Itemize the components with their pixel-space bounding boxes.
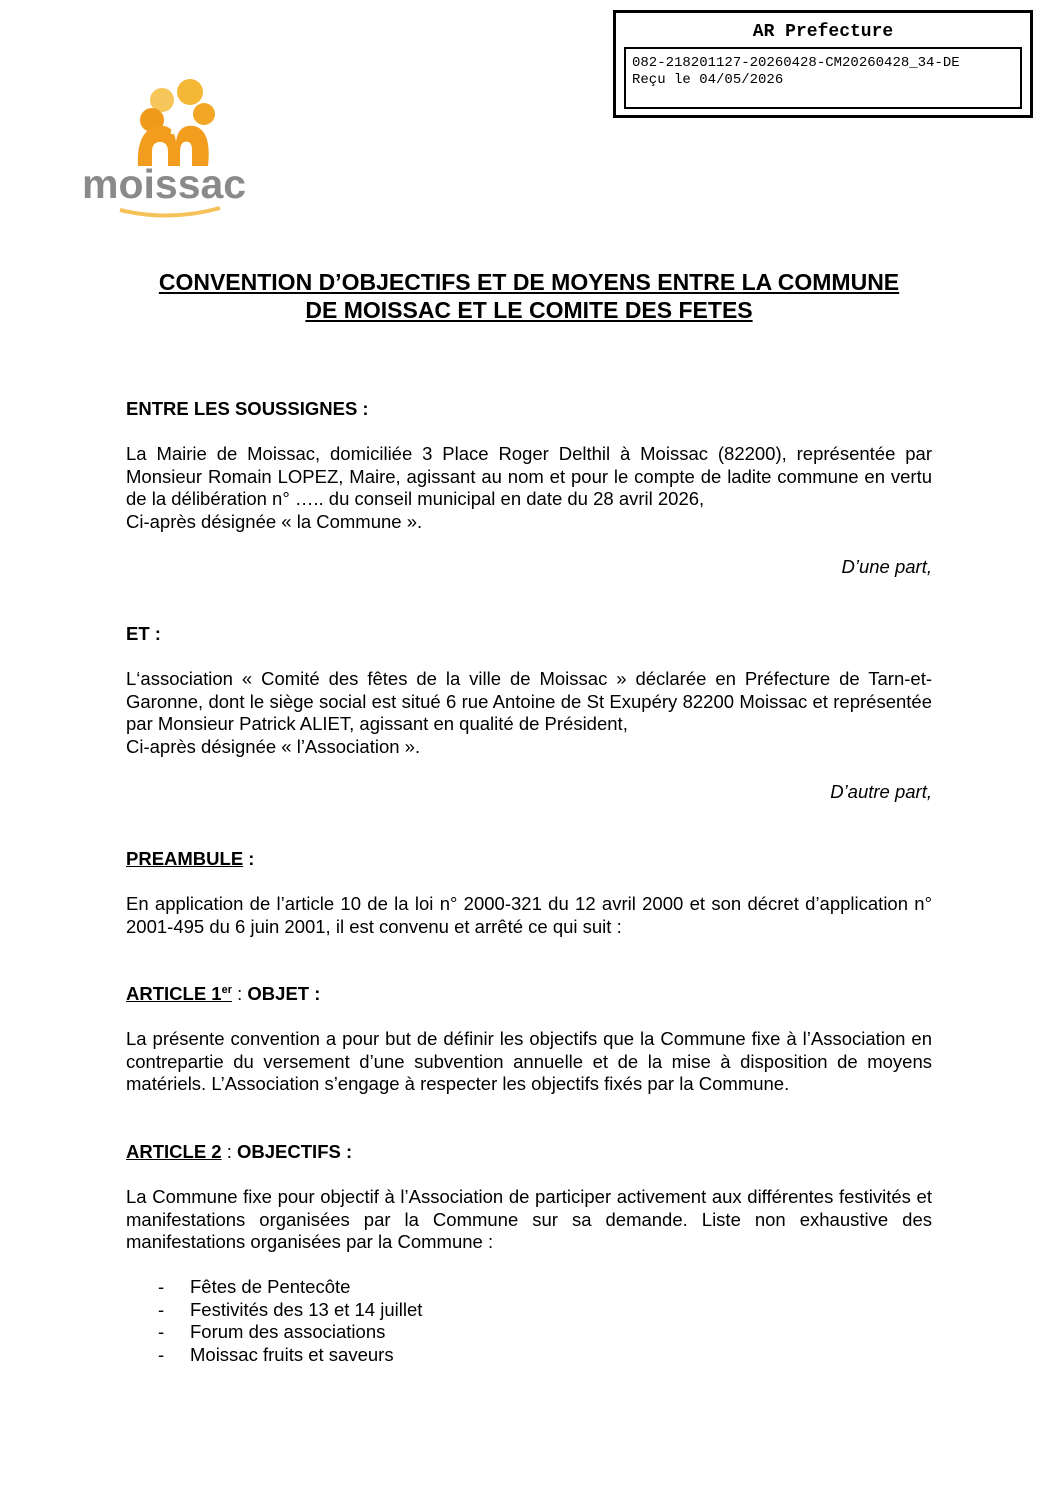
article-1-separator: : [232, 983, 248, 1004]
article-1-label: ARTICLE 1er [126, 983, 232, 1004]
article-2-label: ARTICLE 2 [126, 1141, 222, 1162]
ar-prefecture-stamp [613, 10, 1033, 118]
article-2-subject: OBJECTIFS : [237, 1141, 353, 1162]
stamp-received-date: Reçu le 04/05/2026 [632, 72, 784, 88]
document-title [100, 268, 958, 324]
et-heading: ET : [126, 623, 161, 644]
article-2-text: La Commune fixe pour objectif à l’Association de participer activement aux différentes festivités et manifestations organisées par la Commune sur sa demande. Liste non exhaustive des manifestations organisées par la Commune : [126, 1186, 932, 1252]
title-line-2: DE MOISSAC ET LE COMITE DES FETES [305, 297, 753, 323]
entre-designation: Ci-après désignée « la Commune ». [126, 511, 423, 532]
entre-paragraph: La Mairie de Moissac, domiciliée 3 Place Roger Delthil à Moissac (82200), représentée par Monsieur Romain LOPEZ, Maire, agissant au nom et pour le compte de ladite commune en vertu de la délibération n° ….. du conseil municipal en date du 28 avril 2026, [126, 443, 932, 509]
list-item: - Moissac fruits et saveurs [158, 1343, 394, 1365]
manifestations-list [126, 1276, 726, 1366]
article-2-heading [126, 1141, 932, 1164]
et-designation: Ci-après désignée « l’Association ». [126, 736, 421, 757]
entre-heading: ENTRE LES SOUSSIGNES : [126, 398, 369, 419]
article-2-separator: : [221, 1141, 238, 1162]
logo-text: moissac [82, 161, 247, 207]
article-1-text: La présente convention a pour but de définir les objectifs que la Commune fixe à l’Association en contrepartie du versement d’une subvention annuelle et de la mise à disposition de moyens matériels. L’Association s’engage à respecter les objectifs fixés par la Commune. [126, 1028, 932, 1094]
list-item: - Festivités des 13 et 14 juillet [158, 1298, 423, 1320]
entre-part: D’une part, [841, 556, 932, 577]
preambule-text: En application de l’article 10 de la loi n° 2000-321 du 12 avril 2000 et son décret d’application n° 2001-495 du 6 juin 2001, il est convenu et arrêté ce qui suit : [126, 893, 932, 937]
article-1-heading [126, 983, 932, 1006]
preambule-heading [126, 848, 932, 871]
article-1-subject: OBJET : [247, 983, 321, 1004]
stamp-reference-box [624, 47, 1022, 109]
stamp-reference: 082-218201127-20260428-CM20260428_34-DE [632, 55, 960, 71]
moissac-logo [80, 76, 258, 218]
title-line-1: CONVENTION D’OBJECTIFS ET DE MOYENS ENTRE LA COMMUNE [158, 269, 900, 295]
list-item: - Fêtes de Pentecôte [158, 1276, 351, 1297]
list-item: - Forum des associations [158, 1321, 386, 1342]
preambule-label: PREAMBULE [126, 848, 244, 869]
et-part: D’autre part, [830, 781, 932, 802]
stamp-title: AR Prefecture [752, 22, 894, 42]
et-paragraph: L‘association « Comité des fêtes de la ville de Moissac » déclarée en Préfecture de Tarn-et-Garonne, dont le siège social est situé 6 rue Antoine de St Exupéry 82200 Moissac et représentée par Monsieur Patrick ALIET, agissant en qualité de Président, [126, 668, 932, 734]
preambule-colon: : [243, 848, 255, 869]
